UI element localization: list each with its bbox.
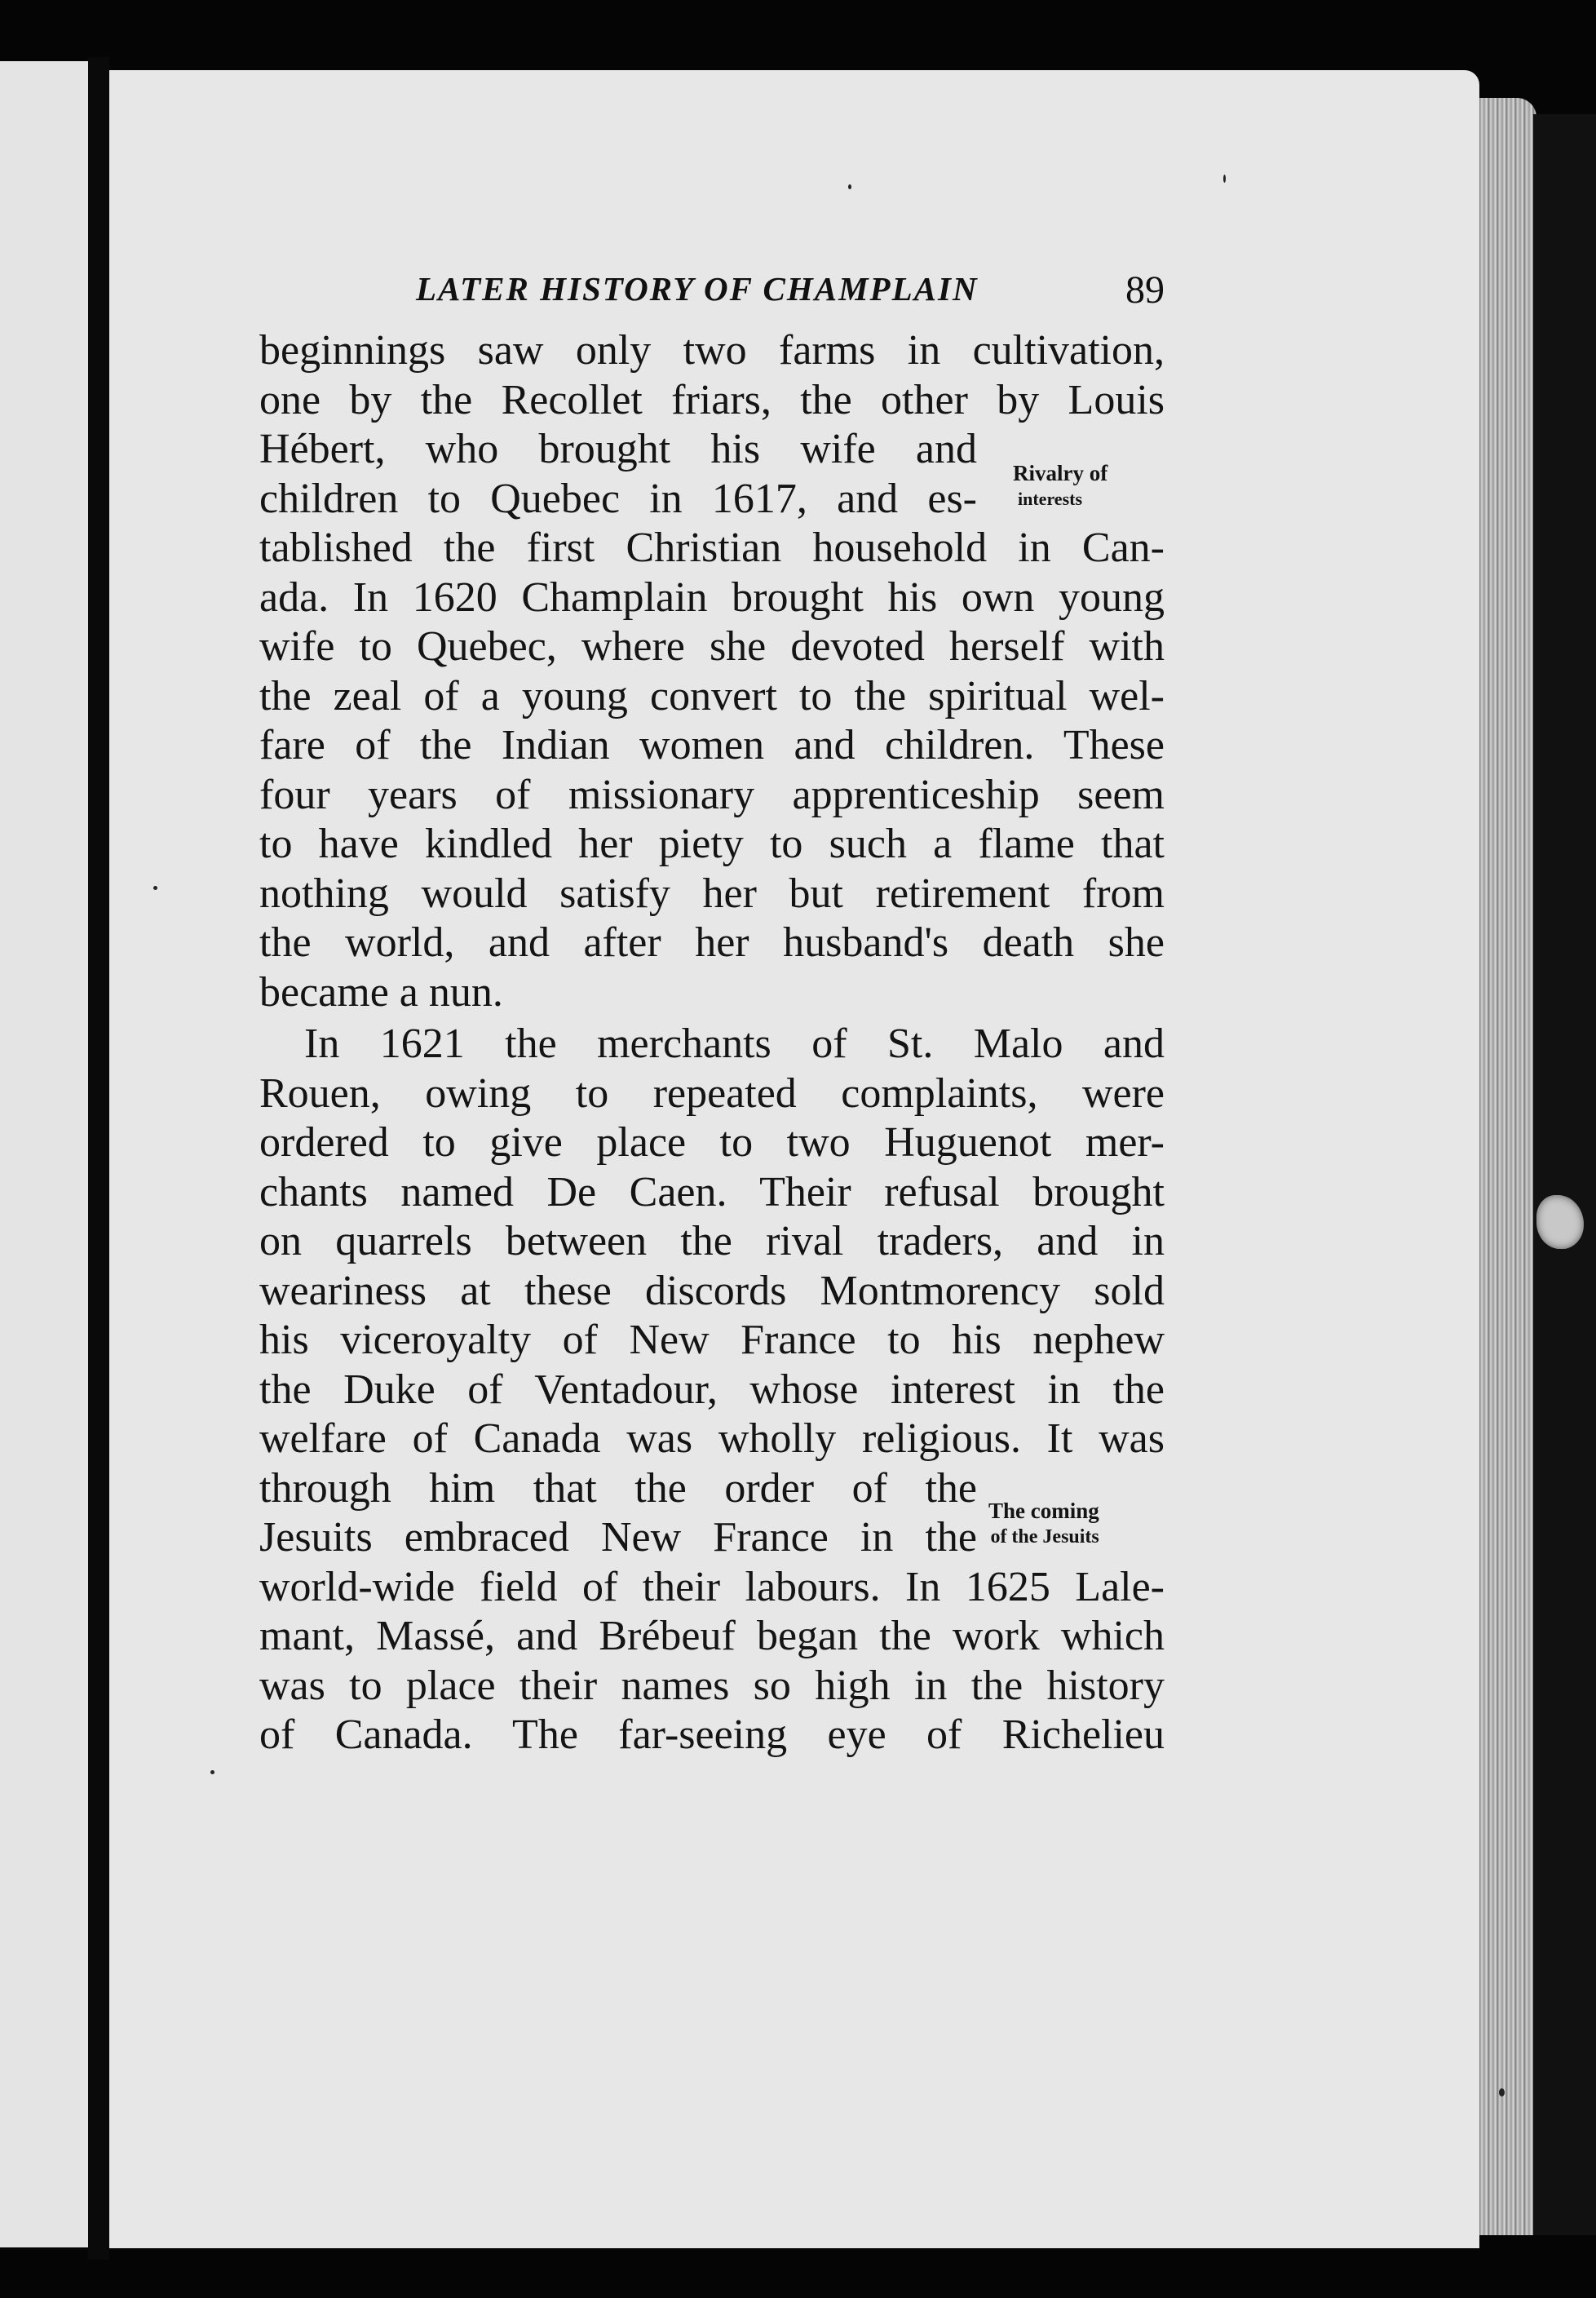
text-line: to have kindled her piety to such a flame that (259, 821, 1165, 867)
text-line: the zeal of a young convert to the spiritual wel- (259, 672, 1165, 720)
text-line: wife to Quebec, where she devoted herself with (259, 623, 1165, 670)
text-line: one by the Recollet friars, the other by Louis (259, 376, 1165, 423)
text-line: ada. In 1620 Champlain brought his own young (259, 573, 1165, 621)
text-line: children to Quebec in 1617, and es- (259, 475, 977, 522)
previous-page-edge (0, 61, 88, 2247)
text-line: fare of the Indian women and children. These (259, 722, 1165, 768)
text-line: was to place their names so high in the history (259, 1662, 1165, 1709)
text-line: Rouen, owing to repeated complaints, were (259, 1069, 1165, 1117)
dust-speck (1223, 175, 1226, 183)
page-number: 89 (1125, 268, 1165, 312)
margin-note-rivalry (1013, 460, 1107, 512)
dust-speck (153, 886, 157, 890)
margin-note-line: interests (1018, 489, 1083, 509)
text-line: mant, Massé, and Brébeuf began the work which (259, 1613, 1165, 1659)
text-line: In 1621 the merchants of St. Malo and (304, 1021, 1165, 1067)
text-line: beginnings saw only two farms in cultivation, (259, 327, 1165, 374)
text-line: four years of missionary apprenticeship seem (259, 771, 1165, 818)
stacked-page-edges (1473, 98, 1536, 2235)
text-line: of Canada. The far-seeing eye of Richelieu (259, 1711, 1165, 1758)
text-line: Jesuits embraced New France in the (259, 1514, 977, 1561)
book-gutter (88, 57, 109, 2260)
margin-note-line: The coming (988, 1499, 1099, 1523)
page-header (416, 269, 1183, 318)
text-line: became a nun. (259, 968, 503, 1016)
text-line: through him that the order of the (259, 1464, 977, 1512)
text-line: on quarrels between the rival traders, and in (259, 1218, 1165, 1264)
running-title: LATER HISTORY OF CHAMPLAIN (416, 270, 979, 308)
dust-speck (210, 1770, 214, 1774)
text-line: nothing would satisfy her but retirement from (259, 870, 1165, 917)
text-line: ordered to give place to two Huguenot mer- (259, 1119, 1165, 1166)
dust-speck (1499, 2088, 1505, 2097)
text-line: tablished the first Christian household in Can- (259, 525, 1165, 571)
text-line: his viceroyalty of New France to his nephew (259, 1317, 1165, 1363)
text-line: the world, and after her husband's death she (259, 919, 1165, 966)
text-line: chants named De Caen. Their refusal brought (259, 1168, 1165, 1215)
dust-speck (848, 184, 851, 189)
book-cover-edge (1533, 114, 1596, 2235)
text-line: the Duke of Ventadour, whose interest in the (259, 1366, 1165, 1413)
text-line: world-wide field of their labours. In 1625 Lale- (259, 1563, 1165, 1610)
text-line: welfare of Canada was wholly religious. It was (259, 1415, 1165, 1462)
margin-note-jesuits (988, 1498, 1099, 1550)
text-line: weariness at these discords Montmorency sold (259, 1267, 1165, 1314)
margin-note-line: of the Jesuits (990, 1526, 1099, 1547)
margin-note-line: Rivalry of (1013, 461, 1108, 485)
text-line: Hébert, who brought his wife and (259, 426, 977, 472)
